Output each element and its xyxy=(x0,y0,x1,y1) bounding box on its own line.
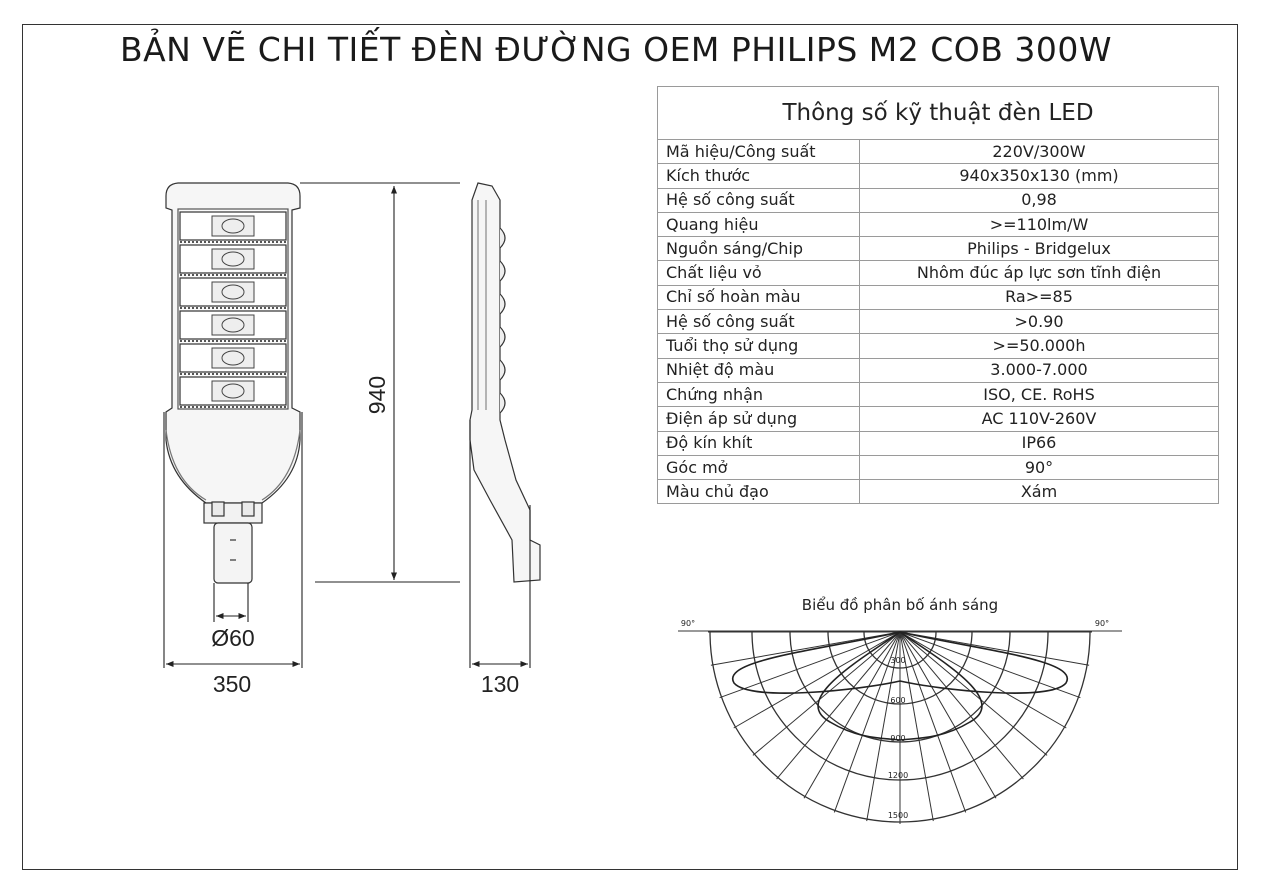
spec-value: Ra>=85 xyxy=(860,285,1219,309)
spec-value: 940x350x130 (mm) xyxy=(860,164,1219,188)
side-heatsink-fins xyxy=(500,228,505,413)
polar-ring-label: 300 xyxy=(890,656,906,665)
spec-label: Điện áp sử dụng xyxy=(658,407,860,431)
spec-value: AC 110V-260V xyxy=(860,407,1219,431)
spec-label: Nguồn sáng/Chip xyxy=(658,237,860,261)
spec-label: Nhiệt độ màu xyxy=(658,358,860,382)
page-title: BẢN VẼ CHI TIẾT ĐÈN ĐƯỜNG OEM PHILIPS M2 COB 300W xyxy=(119,30,1113,69)
spec-label: Chỉ số hoàn màu xyxy=(658,285,860,309)
spec-label: Mã hiệu/Công suất xyxy=(658,140,860,164)
spec-label: Góc mở xyxy=(658,455,860,479)
spec-label: Hệ số công suất xyxy=(658,188,860,212)
polar-left-angle-label: 90° xyxy=(680,619,696,628)
spec-label: Hệ số công suất xyxy=(658,310,860,334)
spec-value: Nhôm đúc áp lực sơn tĩnh điện xyxy=(860,261,1219,285)
polar-ring-label: 1500 xyxy=(887,811,909,820)
side-lens-bump xyxy=(500,327,505,347)
depth-dimension-label: 130 xyxy=(480,671,520,697)
side-lens-bump xyxy=(500,261,505,281)
spec-label: Độ kín khít xyxy=(658,431,860,455)
side-lens-bump xyxy=(500,228,505,248)
spec-value: >=50.000h xyxy=(860,334,1219,358)
spec-value: >=110lm/W xyxy=(860,212,1219,236)
polar-chart-title: Biểu đồ phân bố ánh sáng xyxy=(801,596,999,614)
spec-label: Chất liệu vỏ xyxy=(658,261,860,285)
spec-value: 220V/300W xyxy=(860,140,1219,164)
spec-value: 0,98 xyxy=(860,188,1219,212)
light-distribution-chart xyxy=(678,596,1122,824)
spec-value: ISO, CE. RoHS xyxy=(860,382,1219,406)
spec-label: Tuổi thọ sử dụng xyxy=(658,334,860,358)
spec-value: >0.90 xyxy=(860,310,1219,334)
spec-table-header: Thông số kỹ thuật đèn LED xyxy=(658,87,1219,140)
pole-diameter-label: Ø60 xyxy=(211,625,255,651)
side-lens-bump xyxy=(500,294,505,314)
spec-value: 3.000-7.000 xyxy=(860,358,1219,382)
spec-value: IP66 xyxy=(860,431,1219,455)
spec-value: Philips - Bridgelux xyxy=(860,237,1219,261)
spec-label: Màu chủ đạo xyxy=(658,480,860,504)
polar-ring-label: 900 xyxy=(890,734,906,743)
spec-value: Xám xyxy=(860,480,1219,504)
spec-label: Kích thước xyxy=(658,164,860,188)
side-lens-bump xyxy=(500,393,505,413)
polar-ring-label: 1200 xyxy=(887,771,909,780)
spec-value: 90° xyxy=(860,455,1219,479)
spec-label: Quang hiệu xyxy=(658,212,860,236)
polar-right-angle-label: 90° xyxy=(1094,619,1110,628)
height-dimension-label: 940 xyxy=(364,375,390,415)
side-lens-bump xyxy=(500,360,505,380)
spec-label: Chứng nhận xyxy=(658,382,860,406)
width-dimension-label: 350 xyxy=(212,671,252,697)
polar-ring-labels xyxy=(888,656,908,820)
polar-ring-label: 600 xyxy=(890,696,906,705)
